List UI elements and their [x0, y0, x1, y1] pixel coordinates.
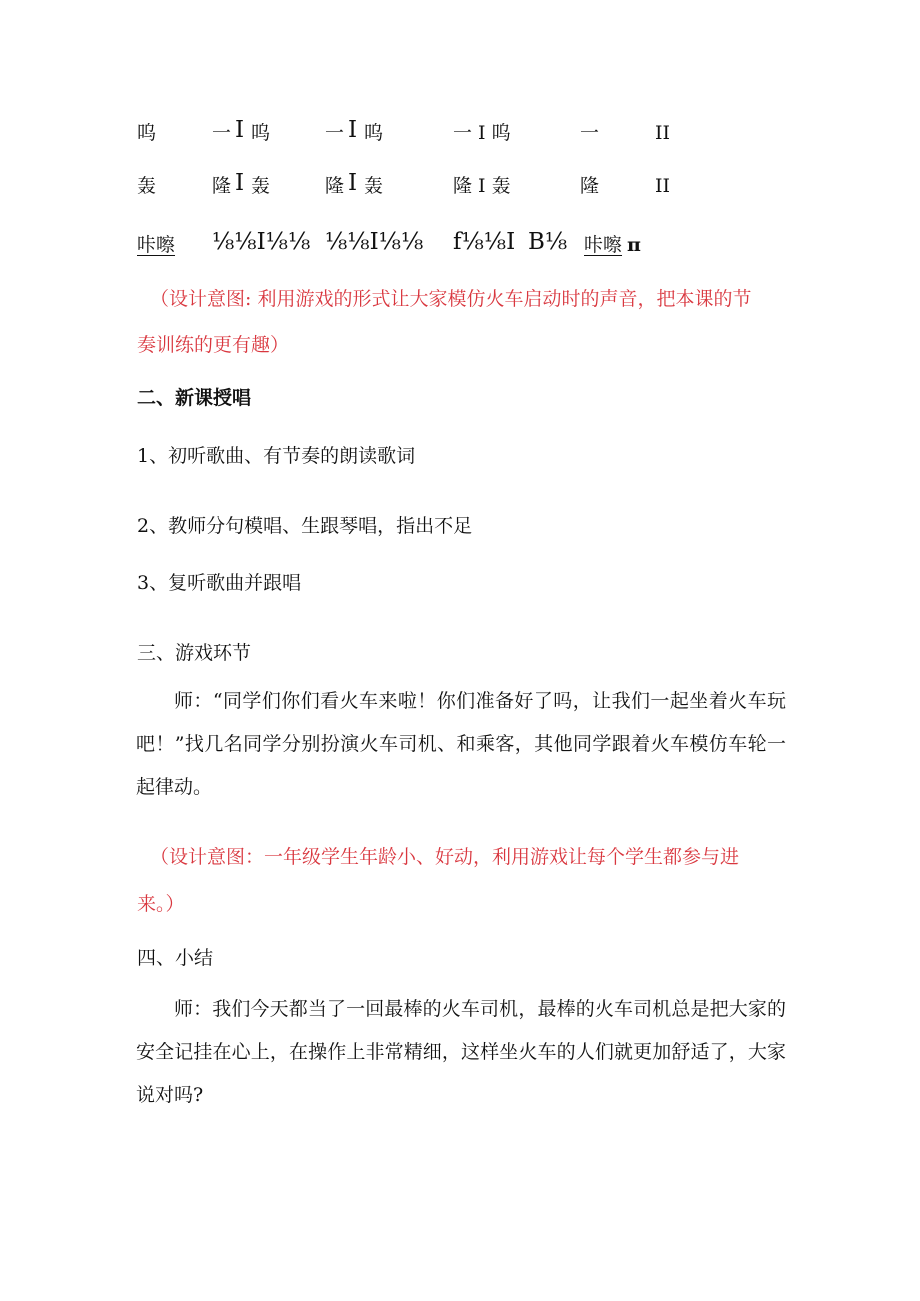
- rhythm-cell: 一: [212, 122, 232, 144]
- rhythm-barline: I: [348, 170, 358, 196]
- section-2-title: 二、新课授唱: [137, 387, 252, 409]
- section-2-item-1: 1、初听歌曲、有节奏的朗读歌词: [137, 445, 416, 467]
- rhythm-cell: B⅛: [528, 229, 568, 255]
- design-note-2-line-2: 来。）: [137, 893, 185, 915]
- rhythm-barline: I: [235, 117, 245, 143]
- rhythm-cell: ⅛⅛I⅛⅛: [212, 229, 311, 255]
- rhythm-cell: 隆: [325, 175, 345, 197]
- rhythm-barline: I: [235, 170, 245, 196]
- rhythm-cell: 一 I 呜: [453, 122, 511, 144]
- section-4-title: 四、小结: [137, 947, 214, 969]
- rhythm-barline: I: [348, 117, 358, 143]
- rhythm-cell: ⅛⅛I⅛⅛: [325, 229, 424, 255]
- section-4-paragraph: 师：我们今天都当了一回最棒的火车司机，最棒的火车司机总是把大家的安全记挂在心上，在操作上非常精细，这样坐火车的人们就更加舒适了，大家说对吗?: [136, 998, 786, 1106]
- design-note-1-line-1: （设计意图: 利用游戏的形式让大家模仿火车启动时的声音，把本课的节: [150, 288, 752, 310]
- design-note-2-line-1: （设计意图：一年级学生年龄小、好动，利用游戏让每个学生都参与进: [150, 846, 740, 868]
- rhythm-cell: 呜: [137, 122, 157, 144]
- rhythm-cell: f⅛⅛I: [453, 229, 516, 255]
- section-2-item-3: 3、复听歌曲并跟唱: [137, 572, 302, 594]
- rhythm-cell: 隆 I 轰: [453, 175, 511, 197]
- rhythm-end-barline: II: [655, 175, 671, 197]
- rhythm-cell: 咔嚓: [137, 234, 176, 256]
- rhythm-cell: 呜: [364, 122, 384, 144]
- section-3-title: 三、游戏环节: [137, 642, 252, 664]
- design-note-1-line-2: 奏训练的更有趣）: [137, 334, 290, 356]
- rhythm-cell: π: [627, 234, 641, 256]
- rhythm-cell: 一: [580, 122, 600, 144]
- rhythm-cell: 轰: [364, 175, 384, 197]
- rhythm-cell: 咔嚓: [584, 234, 623, 256]
- rhythm-end-barline: II: [655, 122, 671, 144]
- section-2-item-2: 2、教师分句模唱、生跟琴唱，指出不足: [137, 515, 473, 537]
- rhythm-cell: 呜: [251, 122, 271, 144]
- rhythm-cell: 一: [325, 122, 345, 144]
- rhythm-cell: 隆: [580, 175, 600, 197]
- section-3-paragraph: 师：“同学们你们看火车来啦！你们准备好了吗，让我们一起坐着火车玩吧！”找几名同学分别扮演火车司机、和乘客，其他同学跟着火车模仿车轮一起律动。: [136, 690, 786, 798]
- rhythm-cell: 轰: [137, 175, 157, 197]
- rhythm-cell: 轰: [251, 175, 271, 197]
- rhythm-cell: 隆: [212, 175, 232, 197]
